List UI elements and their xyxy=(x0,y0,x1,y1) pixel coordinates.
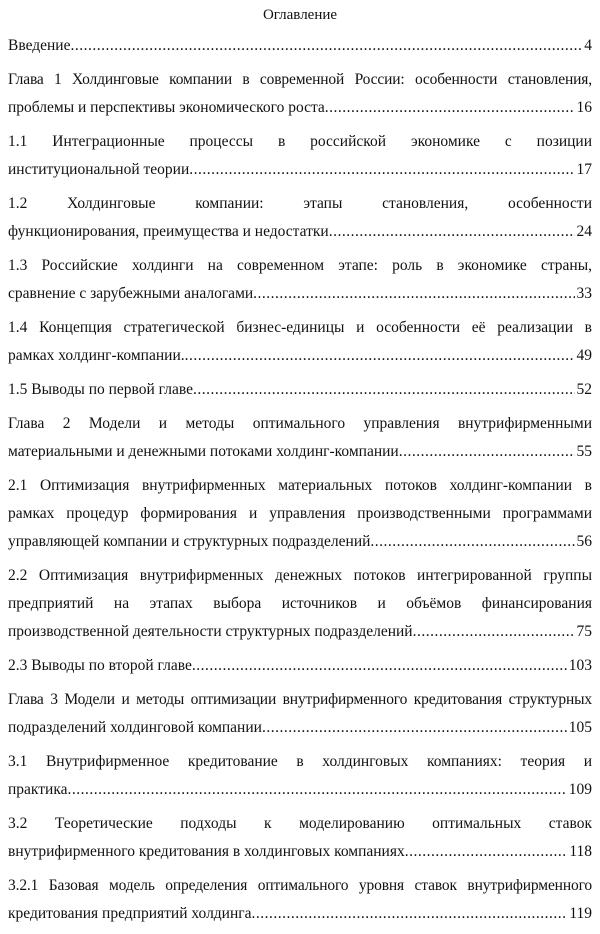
toc-entry-text: рамках холдинг-компании. xyxy=(8,347,185,364)
toc-entry-text: кредитования предприятий холдинга xyxy=(8,905,252,922)
dot-leader xyxy=(192,652,567,680)
toc-entry[interactable] xyxy=(8,190,592,246)
toc-entry-line xyxy=(8,438,592,466)
table-of-contents xyxy=(8,4,592,934)
toc-page-number: 103 xyxy=(568,657,592,674)
dot-leader xyxy=(262,714,567,742)
toc-entry-line xyxy=(8,900,592,928)
toc-entry-text: материальными и денежными потоками холдинг-компании xyxy=(8,443,399,460)
toc-entry-text: подразделений холдинговой компании xyxy=(8,719,262,736)
toc-entry-text: 1.2 Холдинговые компании: этапы становления, особенности xyxy=(8,195,592,212)
toc-page-number: 75 xyxy=(576,623,592,640)
toc-entry-text: 1.3 Российские холдинги на современном этапе: роль в экономике страны, xyxy=(8,257,592,274)
toc-entry[interactable] xyxy=(8,376,592,404)
toc-entry[interactable] xyxy=(8,686,592,742)
toc-entry-line xyxy=(8,618,592,646)
toc-entry-line xyxy=(8,156,592,184)
toc-entry-line xyxy=(8,94,592,122)
toc-entry-line xyxy=(8,776,592,804)
dot-leader xyxy=(252,900,568,928)
toc-entry-text: 3.1 Внутрифирменное кредитование в холдинговых компаниях: теория и xyxy=(8,753,592,770)
toc-page-number: 109 xyxy=(568,781,592,798)
toc-entry-line xyxy=(8,652,592,680)
toc-entry-text: практика xyxy=(8,781,68,798)
toc-page-number: 119 xyxy=(569,905,592,922)
toc-page-number: 17 xyxy=(576,161,592,178)
toc-entry[interactable] xyxy=(8,128,592,184)
dot-leader xyxy=(370,528,574,556)
toc-page-number: 4 xyxy=(584,37,592,54)
toc-entry-text: функционирования, преимущества и недостатки xyxy=(8,223,329,240)
toc-entry-line xyxy=(8,838,592,866)
toc-entry-text: 2.2 Оптимизация внутрифирменных денежных потоков интегрированной группы xyxy=(8,567,592,584)
toc-entry[interactable] xyxy=(8,472,592,556)
toc-page-number: 33 xyxy=(576,285,592,302)
toc-page-number: 56 xyxy=(576,533,592,550)
toc-entry[interactable] xyxy=(8,652,592,680)
toc-page-number: 16 xyxy=(576,99,592,116)
toc-entry[interactable] xyxy=(8,66,592,122)
dot-leader xyxy=(185,342,575,370)
toc-entry-text: 1.5 Выводы по первой главе xyxy=(8,381,193,398)
toc-entry[interactable] xyxy=(8,410,592,466)
toc-entry-text: 2.1 Оптимизация внутрифирменных материальных потоков холдинг-компании в xyxy=(8,477,592,494)
dot-leader xyxy=(68,776,567,804)
toc-entry-text: внутрифирменного кредитования в холдинговых компаниях xyxy=(8,843,405,860)
toc-entry[interactable] xyxy=(8,872,592,928)
toc-entry-text: 1.1 Интеграционные процессы в российской экономике с позиции xyxy=(8,133,592,150)
dot-leader xyxy=(399,438,575,466)
toc-page-number: 118 xyxy=(569,843,592,860)
toc-entry-line xyxy=(8,528,592,556)
toc-entry-text: институциональной теории xyxy=(8,161,190,178)
toc-entry[interactable] xyxy=(8,314,592,370)
toc-entry-text: рамках процедур формирования и управления производственными программами xyxy=(8,505,592,522)
toc-entry-line xyxy=(8,714,592,742)
dot-leader xyxy=(70,32,582,60)
toc-entry-text: предприятий на этапах выбора источников и объёмов финансирования xyxy=(8,595,592,612)
toc-entries xyxy=(8,32,592,928)
toc-entry[interactable] xyxy=(8,562,592,646)
toc-page-number: 49 xyxy=(576,347,592,364)
toc-entry-line xyxy=(8,342,592,370)
dot-leader xyxy=(325,94,575,122)
toc-entry-line xyxy=(8,32,592,60)
toc-page-number: 24 xyxy=(576,223,592,240)
toc-entry-text: сравнение с зарубежными аналогами xyxy=(8,285,254,302)
toc-entry-line xyxy=(8,376,592,404)
toc-entry-text: 3.2 Теоретические подходы к моделированию оптимальных ставок xyxy=(8,815,592,832)
dot-leader xyxy=(193,376,575,404)
toc-page-number: 52 xyxy=(576,381,592,398)
toc-entry-text: 1.4 Концепция стратегической бизнес-единицы и особенности её реализации в xyxy=(8,319,592,336)
dot-leader xyxy=(405,838,568,866)
toc-entry[interactable] xyxy=(8,810,592,866)
toc-entry[interactable] xyxy=(8,748,592,804)
toc-page-number: 55 xyxy=(576,443,592,460)
toc-entry-text: Глава 2 Модели и методы оптимального управления внутрифирменными xyxy=(8,415,592,432)
toc-entry-text: Глава 3 Модели и методы оптимизации внутрифирменного кредитования структурных xyxy=(8,691,592,708)
dot-leader xyxy=(253,280,574,308)
toc-page-number: 105 xyxy=(568,719,592,736)
toc-entry-text: Введение xyxy=(8,37,71,54)
toc-entry[interactable] xyxy=(8,252,592,308)
toc-entry-text: Глава 1 Холдинговые компании в современной России: особенности становления, xyxy=(8,71,592,88)
toc-entry-line xyxy=(8,218,592,246)
toc-entry-text: 2.3 Выводы по второй главе xyxy=(8,657,192,674)
toc-entry-line xyxy=(8,280,592,308)
toc-entry-text: управляющей компании и структурных подразделений xyxy=(8,533,371,550)
toc-entry-text: 3.2.1 Базовая модель определения оптимального уровня ставок внутрифирменного xyxy=(8,877,592,894)
dot-leader xyxy=(413,618,575,646)
toc-entry[interactable] xyxy=(8,32,592,60)
dot-leader xyxy=(329,218,575,246)
dot-leader xyxy=(189,156,574,184)
toc-title: Оглавление xyxy=(262,7,338,23)
toc-entry-text: проблемы и перспективы экономического роста xyxy=(8,99,325,116)
toc-entry-text: производственной деятельности структурных подразделений xyxy=(8,623,413,640)
